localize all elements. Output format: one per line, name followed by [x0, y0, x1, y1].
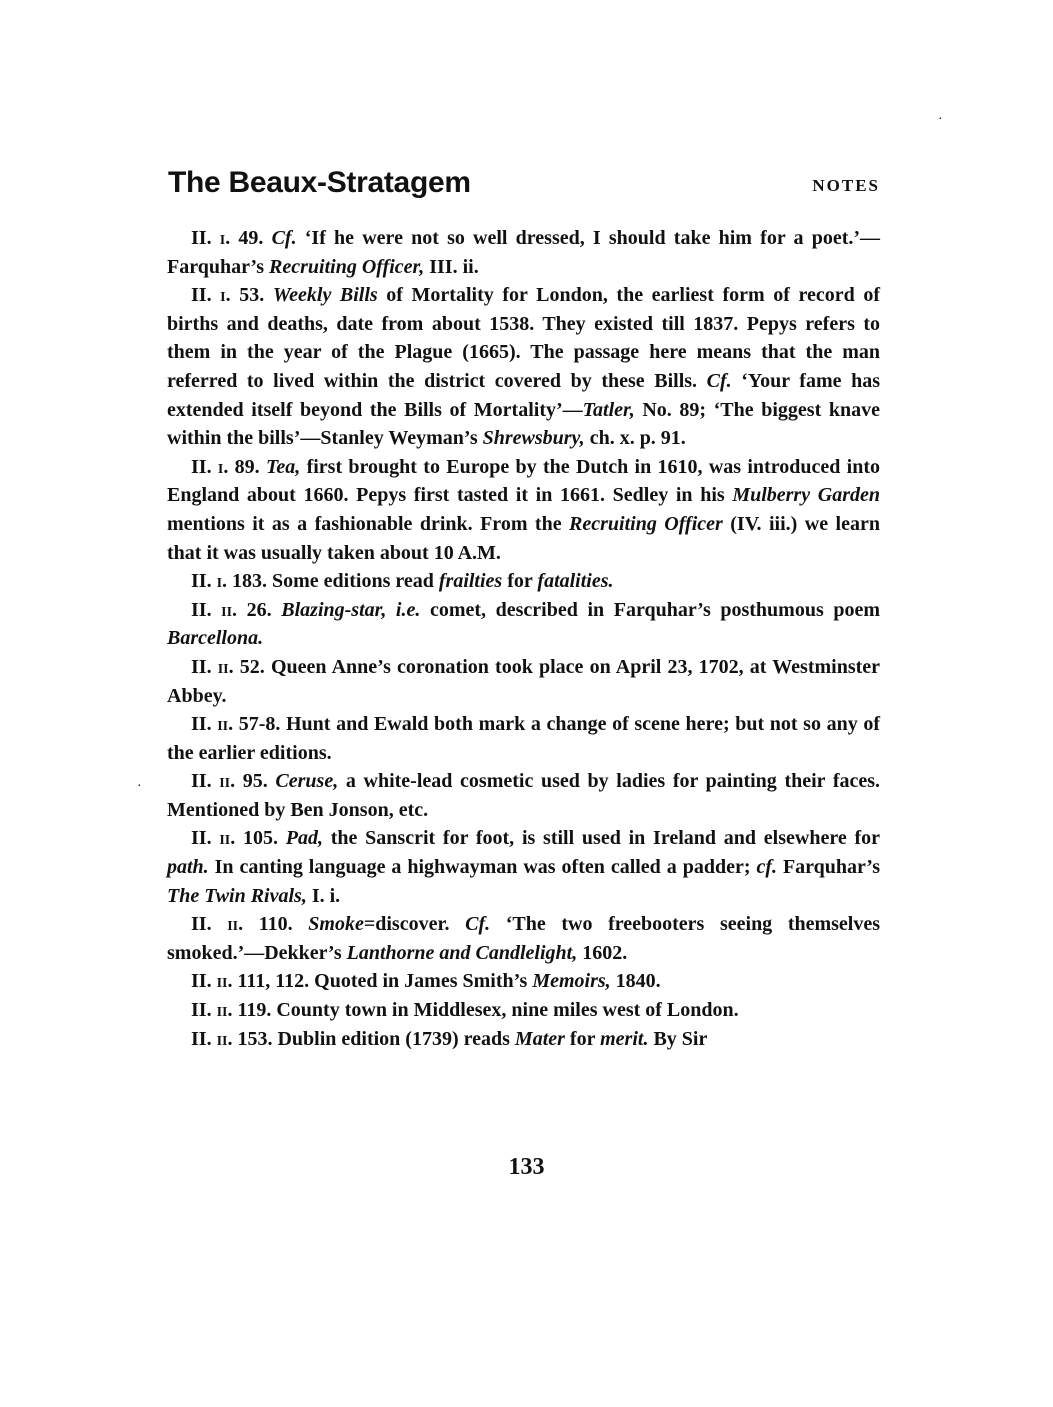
note-text: comet, described in Farquhar’s posthumous poem [420, 598, 881, 621]
note-reference: II. ii. 57-8. [191, 713, 281, 736]
note-entry [167, 281, 880, 453]
note-italic-text: Memoirs, [532, 970, 611, 993]
note-italic-text: Smoke [308, 913, 364, 936]
note-italic-text: Recruiting Officer [569, 512, 723, 535]
stray-mark-top: · [938, 112, 943, 127]
notes-body [167, 224, 880, 1053]
note-text: No. 89; ‘The biggest knave within the bills’—Stanley Weyman’s [167, 398, 880, 450]
stray-mark-left: · [137, 779, 142, 794]
note-italic-text: Recruiting Officer, [269, 255, 425, 278]
note-italic-text: Cf. [465, 913, 491, 936]
note-text: Queen Anne’s coronation took place on April 23, 1702, at Westminster Abbey. [167, 655, 881, 707]
note-italic-text: Barcellona. [167, 627, 264, 650]
note-text: Farquhar’s [777, 856, 880, 879]
note-entry [167, 824, 880, 910]
note-italic-text: The Twin Rivals, [167, 884, 307, 907]
note-text: for [564, 1027, 601, 1050]
note-entry [167, 910, 880, 967]
page-number: 133 [508, 1154, 545, 1180]
note-italic-text: frailties [438, 570, 503, 593]
note-text: I. i. [306, 884, 341, 907]
note-italic-text: Blazing-star, i.e. [281, 598, 421, 621]
note-text: ‘The two freebooters seeing themselves smoked.’—Dekker’s [167, 913, 881, 964]
note-italic-text: Tea, [265, 455, 301, 478]
note-entry [167, 996, 880, 1025]
note-entry [167, 567, 880, 596]
note-italic-text: Ceruse, [275, 770, 339, 793]
note-italic-text: Tatler, [582, 398, 635, 421]
note-italic-text: Cf. [706, 369, 732, 392]
section-label: NOTES [812, 176, 880, 195]
note-reference: II. ii. 95. [191, 770, 268, 793]
note-entry [167, 710, 880, 767]
note-text: the Sanscrit for foot, is still used in Ireland and elsewhere for [322, 827, 881, 850]
note-text: III. ii. [424, 255, 479, 278]
note-italic-text: fatalities. [537, 570, 614, 593]
note-text: By Sir [648, 1027, 708, 1050]
note-text: Hunt and Ewald both mark a change of scene here; but not so any of the earlier editions. [167, 713, 880, 764]
note-text: Dublin edition (1739) reads [277, 1027, 515, 1050]
note-text: County town in Middlesex, nine miles west of London. [276, 999, 739, 1022]
page-header [168, 166, 880, 208]
note-italic-text: Weekly Bills [272, 284, 378, 307]
note-text: mentions it as a fashionable drink. From the [167, 512, 570, 535]
note-text: 1840. [610, 970, 661, 993]
note-italic-text: Mulberry Garden [732, 484, 880, 507]
note-entry [167, 653, 880, 710]
note-text: =discover. [363, 913, 466, 936]
note-italic-text: Lanthorne and Candlelight, [346, 941, 578, 964]
note-reference: II. ii. 153. [191, 1027, 273, 1050]
note-entry [167, 767, 880, 824]
note-text: a white-lead cosmetic used by ladies for painting their faces. Mentioned by Ben Jonson, etc. [167, 770, 881, 821]
note-reference: II. ii. 110. [191, 913, 293, 936]
note-italic-text: Cf. [271, 227, 297, 249]
note-reference: II. i. 89. [191, 455, 260, 478]
note-text: 1602. [577, 941, 628, 964]
note-italic-text: Shrewsbury, [482, 427, 585, 450]
note-text: for [502, 570, 538, 593]
note-reference: II. i. 53. [191, 284, 265, 307]
note-entry [167, 224, 880, 281]
page-title: The Beaux-Stratagem [168, 166, 471, 199]
note-entry [167, 596, 880, 653]
note-text: In canting language a highwayman was often called a padder; [208, 856, 757, 879]
note-text: ‘If he were not so well dressed, I should take him for a poet.’—Farquhar’s [167, 227, 881, 278]
note-reference: II. ii. 26. [191, 598, 272, 621]
note-entry [167, 1025, 880, 1054]
note-entry [167, 967, 880, 996]
note-text: ch. x. p. 91. [584, 427, 686, 450]
note-reference: II. ii. 119. [191, 999, 272, 1022]
note-italic-text: Mater [514, 1027, 565, 1050]
note-italic-text: merit. [600, 1027, 649, 1050]
note-text: ‘Your fame has extended itself beyond the Bills of Mortality’— [167, 369, 880, 421]
note-reference: II. i. 49. [191, 227, 264, 249]
note-reference: II. ii. 52. [191, 655, 265, 678]
note-reference: II. ii. 111, 112. [191, 970, 310, 993]
note-italic-text: Pad, [285, 827, 323, 850]
note-italic-text: path. [167, 856, 209, 879]
note-italic-text: cf. [756, 856, 777, 879]
note-text: Quoted in James Smith’s [314, 970, 533, 993]
note-text: first brought to Europe by the Dutch in 1610, was introduced into England about 1660. Pepys first tasted it in 1661. Sedley in his [167, 455, 881, 507]
note-entry [167, 453, 880, 567]
note-reference: II. i. 183. [191, 570, 268, 593]
note-reference: II. ii. 105. [191, 827, 278, 850]
note-text: Some editions read [272, 570, 439, 593]
note-text: (IV. iii.) we learn that it was usually taken about 10 A.M. [167, 512, 880, 564]
note-text: of Mortality for London, the earliest form of record of births and deaths, date from about 1538. They existed till 1837. Pepys refers to them in the year of the Plague (1665). The passage here means that the man referred to lived within the district covered by these Bills. [167, 284, 881, 392]
